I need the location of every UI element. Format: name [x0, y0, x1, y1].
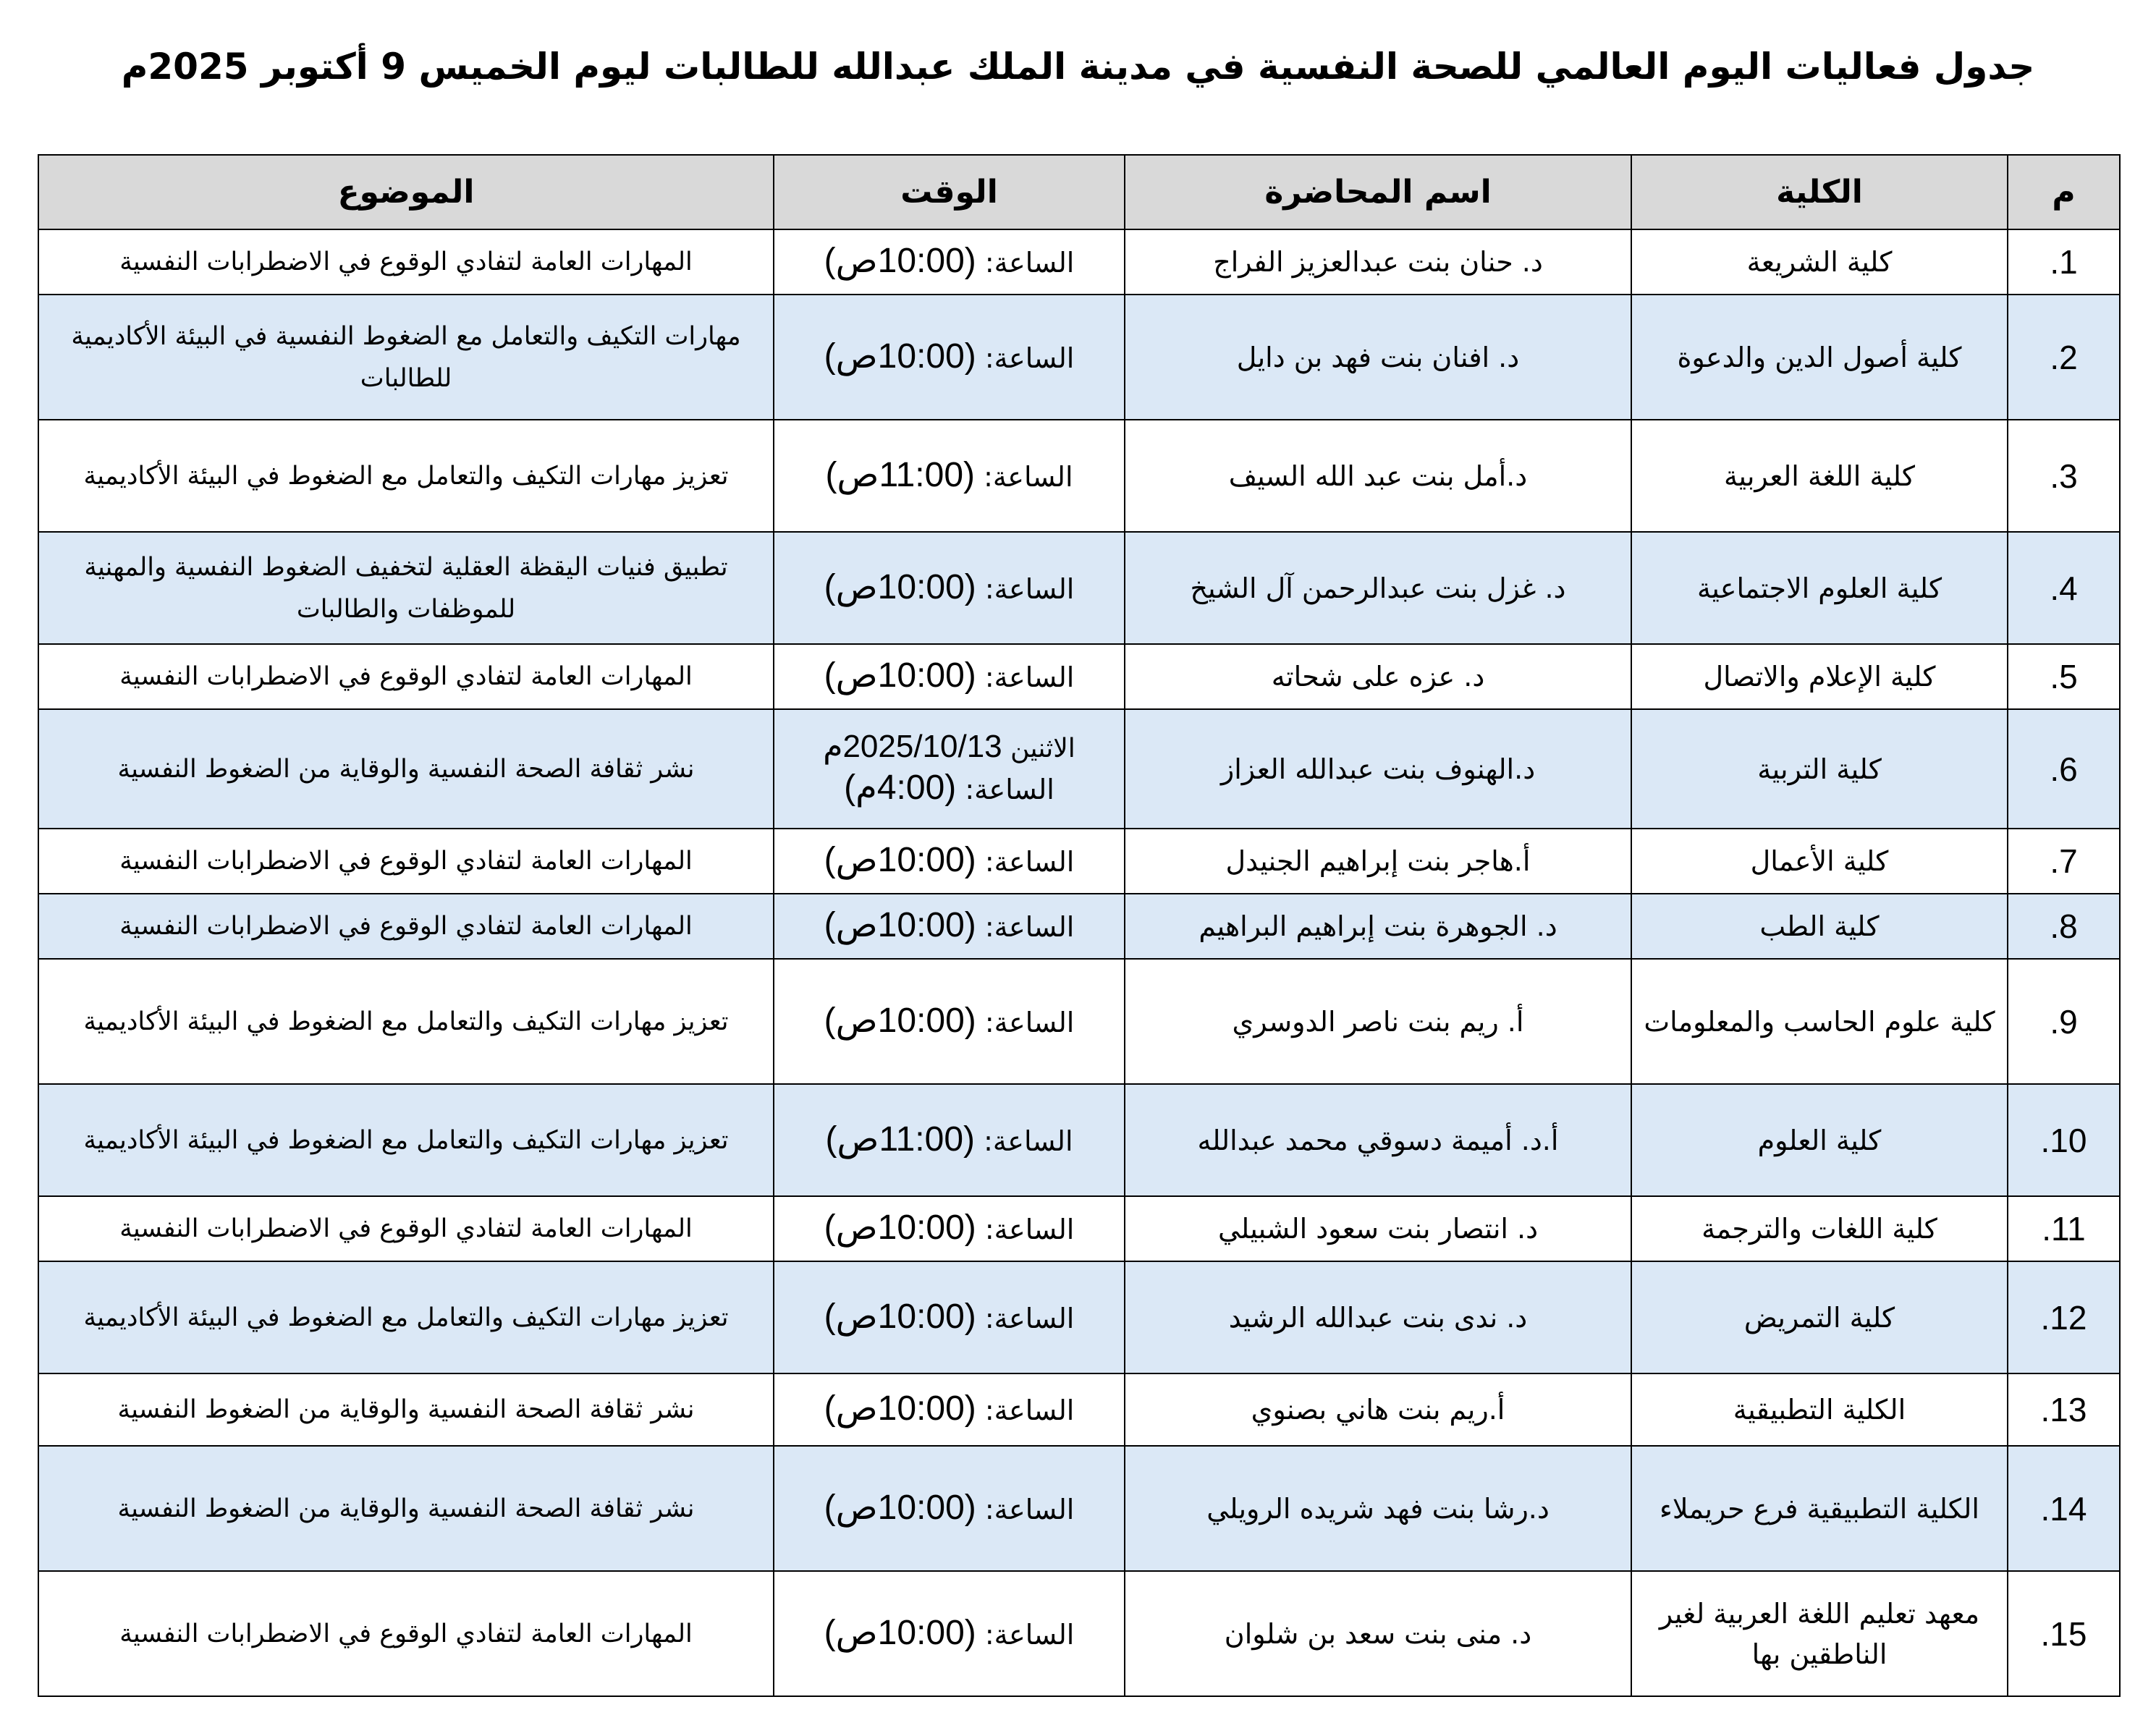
row-number: 4. [2008, 532, 2120, 644]
time-prefix: الساعة: [984, 661, 1075, 693]
time-value: (10:00ص) [824, 336, 976, 376]
time-value: (10:00ص) [824, 1208, 976, 1247]
table-row [38, 709, 2120, 829]
time-prefix: الساعة: [965, 774, 1054, 805]
lecturer-cell: د. الجوهرة بنت إبراهيم البراهيم [1125, 894, 1631, 959]
table-row [38, 1084, 2120, 1196]
table-row [38, 295, 2120, 420]
topic-cell: تعزيز مهارات التكيف والتعامل مع الضغوط في البيئة الأكاديمية [38, 959, 774, 1084]
time-prefix: الساعة: [984, 1618, 1075, 1651]
time-cell [774, 229, 1125, 295]
time-prefix: الساعة: [984, 342, 1075, 374]
row-number: 1. [2008, 229, 2120, 295]
table-row [38, 1571, 2120, 1696]
topic-cell: المهارات العامة لتفادي الوقوع في الاضطرابات النفسية [38, 229, 774, 295]
college-cell: كلية الشريعة [1631, 229, 2008, 295]
topic-cell: نشر ثقافة الصحة النفسية والوقاية من الضغوط النفسية [38, 1373, 774, 1446]
header-college: الكلية [1631, 155, 2008, 229]
lecturer-cell: أ.د. أميمة دسوقي محمد عبدالله [1125, 1084, 1631, 1196]
lecturer-cell: د. انتصار بنت سعود الشبيلي [1125, 1196, 1631, 1261]
time-cell [774, 709, 1125, 829]
college-cell: الكلية التطبيقية [1631, 1373, 2008, 1446]
row-number: 12. [2008, 1261, 2120, 1373]
time-prefix: الساعة: [984, 1493, 1075, 1525]
time-cell [774, 1196, 1125, 1261]
row-number: 14. [2008, 1446, 2120, 1571]
table-row [38, 644, 2120, 709]
topic-cell: نشر ثقافة الصحة النفسية والوقاية من الضغوط النفسية [38, 1446, 774, 1571]
college-cell: كلية الطب [1631, 894, 2008, 959]
college-cell: كلية التربية [1631, 709, 2008, 829]
table-row [38, 1261, 2120, 1373]
time-value: (10:00ص) [824, 1297, 976, 1336]
table-row [38, 420, 2120, 532]
topic-cell: المهارات العامة لتفادي الوقوع في الاضطرابات النفسية [38, 829, 774, 894]
college-cell: كلية العلوم [1631, 1084, 2008, 1196]
page-title: جدول فعاليات اليوم العالمي للصحة النفسية في مدينة الملك عبدالله للطالبات ليوم الخميس 9 أكتوبر 2025م [121, 46, 2035, 88]
lecturer-cell: د. منى بنت سعد بن شلوان [1125, 1571, 1631, 1696]
row-number: 2. [2008, 295, 2120, 420]
topic-cell: تعزيز مهارات التكيف والتعامل مع الضغوط في البيئة الأكاديمية [38, 420, 774, 532]
time-cell [774, 295, 1125, 420]
time-value: (10:00ص) [824, 567, 976, 606]
topic-cell: مهارات التكيف والتعامل مع الضغوط النفسية في البيئة الأكاديمية للطالبات [38, 295, 774, 420]
time-cell [774, 1084, 1125, 1196]
college-cell: كلية التمريض [1631, 1261, 2008, 1373]
time-value: (4:00م) [844, 769, 957, 807]
table-row [38, 829, 2120, 894]
time-cell [774, 959, 1125, 1084]
college-cell: كلية اللغات والترجمة [1631, 1196, 2008, 1261]
time-prefix: الساعة: [984, 1302, 1075, 1334]
time-cell [774, 420, 1125, 532]
topic-cell: المهارات العامة لتفادي الوقوع في الاضطرابات النفسية [38, 1571, 774, 1696]
row-number: 8. [2008, 894, 2120, 959]
row-number: 13. [2008, 1373, 2120, 1446]
header-num: م [2008, 155, 2120, 229]
lecturer-cell: د.رشا بنت فهد شريده الرويلي [1125, 1446, 1631, 1571]
college-cell: كلية الإعلام والاتصال [1631, 644, 2008, 709]
time-cell [774, 532, 1125, 644]
time-value: (10:00ص) [824, 841, 976, 879]
session-day: الاثنين [1010, 734, 1075, 763]
college-cell: كلية العلوم الاجتماعية [1631, 532, 2008, 644]
topic-cell: تعزيز مهارات التكيف والتعامل مع الضغوط في البيئة الأكاديمية [38, 1084, 774, 1196]
college-cell: كلية الأعمال [1631, 829, 2008, 894]
row-number: 5. [2008, 644, 2120, 709]
time-value: (11:00ص) [825, 1119, 975, 1159]
time-value: (11:00ص) [825, 455, 975, 494]
row-number: 6. [2008, 709, 2120, 829]
time-value: (10:00ص) [824, 1613, 976, 1652]
table-row [38, 1446, 2120, 1571]
college-cell: كلية علوم الحاسب والمعلومات [1631, 959, 2008, 1084]
header-topic: الموضوع [38, 155, 774, 229]
college-cell: كلية اللغة العربية [1631, 420, 2008, 532]
lecturer-cell: د. غزل بنت عبدالرحمن آل الشيخ [1125, 532, 1631, 644]
time-cell [774, 894, 1125, 959]
time-prefix: الساعة: [984, 460, 1073, 493]
topic-cell: تطبيق فنيات اليقظة العقلية لتخفيف الضغوط النفسية والمهنية للموظفات والطالبات [38, 532, 774, 644]
topic-cell: المهارات العامة لتفادي الوقوع في الاضطرابات النفسية [38, 644, 774, 709]
topic-cell: المهارات العامة لتفادي الوقوع في الاضطرابات النفسية [38, 894, 774, 959]
time-cell [774, 829, 1125, 894]
row-number: 11. [2008, 1196, 2120, 1261]
header-lecturer: اسم المحاضرة [1125, 155, 1631, 229]
time-value: (10:00ص) [824, 1001, 976, 1040]
lecturer-cell: د. افنان بنت فهد بن دايل [1125, 295, 1631, 420]
time-prefix: الساعة: [984, 572, 1075, 605]
table-row [38, 532, 2120, 644]
session-date [785, 728, 1114, 768]
lecturer-cell: د.أمل بنت عبد الله السيف [1125, 420, 1631, 532]
header-time: الوقت [774, 155, 1125, 229]
row-number: 15. [2008, 1571, 2120, 1696]
time-cell [774, 1373, 1125, 1446]
row-number: 7. [2008, 829, 2120, 894]
topic-cell: المهارات العامة لتفادي الوقوع في الاضطرابات النفسية [38, 1196, 774, 1261]
topic-cell: تعزيز مهارات التكيف والتعامل مع الضغوط في البيئة الأكاديمية [38, 1261, 774, 1373]
lecturer-cell: أ. ريم بنت ناصر الدوسري [1125, 959, 1631, 1084]
time-prefix: الساعة: [984, 1394, 1075, 1426]
schedule-table [38, 154, 2121, 1697]
table-row [38, 1373, 2120, 1446]
row-number: 9. [2008, 959, 2120, 1084]
table-row [38, 229, 2120, 295]
table-row [38, 894, 2120, 959]
schedule-table-wrapper [38, 154, 2119, 1697]
college-cell: معهد تعليم اللغة العربية لغير الناطقين بها [1631, 1571, 2008, 1696]
lecturer-cell: د. عزه على شحاته [1125, 644, 1631, 709]
lecturer-cell: د. حنان بنت عبدالعزيز الفراج [1125, 229, 1631, 295]
lecturer-cell: د. ندى بنت عبدالله الرشيد [1125, 1261, 1631, 1373]
time-prefix: الساعة: [984, 1214, 1075, 1245]
college-cell: كلية أصول الدين والدعوة [1631, 295, 2008, 420]
session-date-value: 2025/10/13م [823, 729, 1002, 764]
topic-cell: نشر ثقافة الصحة النفسية والوقاية من الضغوط النفسية [38, 709, 774, 829]
row-number: 10. [2008, 1084, 2120, 1196]
college-cell: الكلية التطبيقية فرع حريملاء [1631, 1446, 2008, 1571]
table-body [38, 229, 2120, 1696]
time-prefix: الساعة: [984, 846, 1075, 878]
time-prefix: الساعة: [984, 1125, 1073, 1157]
table-row [38, 1196, 2120, 1261]
lecturer-cell: أ.ريم بنت هاني بصنوي [1125, 1373, 1631, 1446]
time-cell [774, 1571, 1125, 1696]
table-row [38, 959, 2120, 1084]
time-value: (10:00ص) [824, 906, 976, 944]
lecturer-cell: د.الهنوف بنت عبدالله العزاز [1125, 709, 1631, 829]
table-header-row [38, 155, 2120, 229]
time-cell [774, 644, 1125, 709]
time-prefix: الساعة: [984, 911, 1075, 943]
time-cell [774, 1446, 1125, 1571]
time-prefix: الساعة: [984, 1006, 1075, 1038]
time-value: (10:00ص) [824, 1389, 976, 1428]
time-value: (10:00ص) [824, 242, 976, 280]
lecturer-cell: أ.هاجر بنت إبراهيم الجنيدل [1125, 829, 1631, 894]
row-number: 3. [2008, 420, 2120, 532]
time-prefix: الساعة: [984, 247, 1075, 279]
time-value: (10:00ص) [824, 656, 976, 695]
time-value: (10:00ص) [824, 1488, 976, 1527]
time-cell [774, 1261, 1125, 1373]
